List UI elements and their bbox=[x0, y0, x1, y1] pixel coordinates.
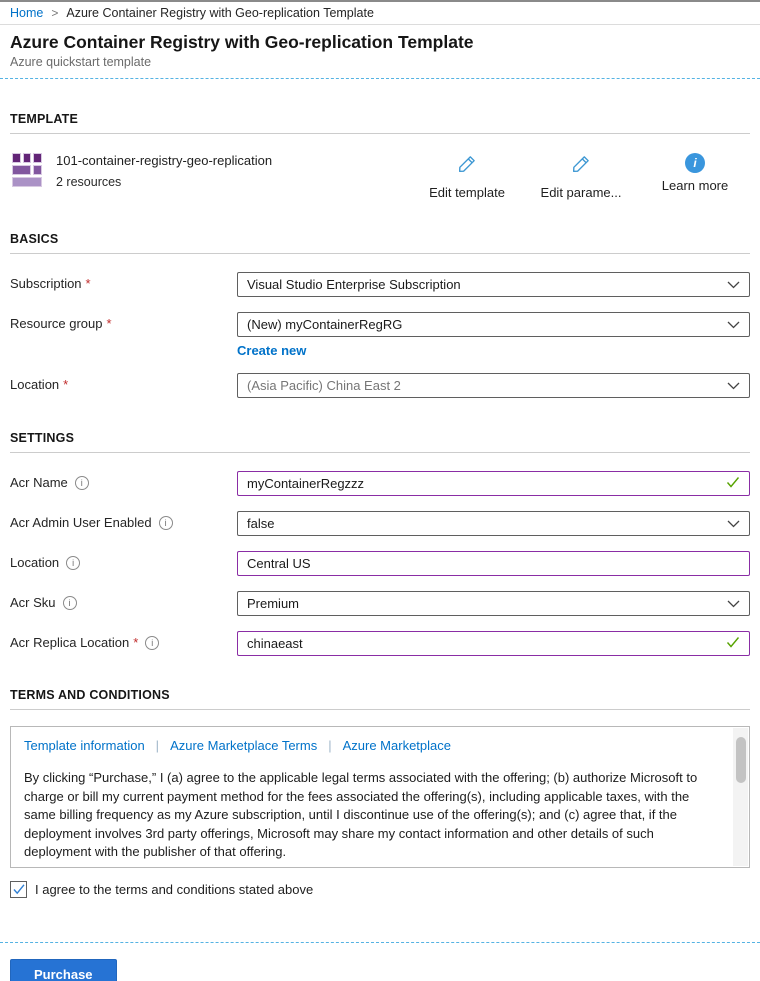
chevron-down-icon bbox=[727, 277, 740, 292]
location-dropdown[interactable]: (Asia Pacific) China East 2 bbox=[237, 373, 750, 398]
learn-more-button[interactable] bbox=[644, 151, 746, 200]
purchase-button[interactable]: Purchase bbox=[10, 959, 117, 981]
info-icon: i bbox=[685, 153, 705, 173]
page-title: Azure Container Registry with Geo-replication Template bbox=[10, 32, 474, 52]
chevron-down-icon bbox=[727, 516, 740, 531]
acr-admin-user-label: Acr Admin User Enabled i bbox=[10, 511, 237, 530]
info-tooltip-icon[interactable]: i bbox=[66, 556, 80, 570]
edit-parameters-label: Edit parame... bbox=[540, 185, 622, 200]
valid-check-icon bbox=[726, 476, 740, 491]
breadcrumb-current: Azure Container Registry with Geo-replication Template bbox=[66, 6, 374, 20]
info-tooltip-icon[interactable]: i bbox=[145, 636, 159, 650]
breadcrumb-separator-icon: > bbox=[51, 6, 59, 20]
terms-text: By clicking “Purchase,” I (a) agree to the applicable legal terms associated with the offering; (b) authorize Microsoft to charge or bill my current payment method for the fees associated the offering(s), including applicable taxes, with the same billing frequency as my Azure subscription, until I discontinue use of the offering(s); and (c) agree that, if the deployment involves 3rd party offerings, Microsoft may share my contact information and other details of such deployment with the publisher of that offering. bbox=[24, 770, 698, 859]
acr-sku-label: Acr Sku i bbox=[10, 591, 237, 610]
template-icon bbox=[12, 153, 42, 187]
agree-label: I agree to the terms and conditions stated above bbox=[35, 882, 314, 897]
template-section-heading: TEMPLATE bbox=[10, 112, 750, 134]
basics-section-heading: BASICS bbox=[10, 232, 750, 254]
acr-replica-location-input[interactable]: chinaeast bbox=[237, 631, 750, 656]
learn-more-label: Learn more bbox=[661, 178, 729, 193]
checkbox-check-icon bbox=[13, 884, 25, 895]
breadcrumb bbox=[0, 2, 760, 25]
subscription-dropdown[interactable]: Visual Studio Enterprise Subscription bbox=[237, 272, 750, 297]
location-label: Location * bbox=[10, 377, 69, 392]
template-meta bbox=[56, 151, 272, 189]
chevron-down-icon bbox=[727, 317, 740, 332]
settings-location-row bbox=[10, 551, 750, 576]
page-subtitle: Azure quickstart template bbox=[10, 55, 152, 69]
agree-checkbox[interactable] bbox=[10, 881, 27, 898]
acr-admin-user-dropdown[interactable]: false bbox=[237, 511, 750, 536]
resource-group-row bbox=[10, 312, 750, 360]
acr-sku-dropdown[interactable]: Premium bbox=[237, 591, 750, 616]
valid-check-icon bbox=[726, 636, 740, 651]
terms-section-heading: TERMS AND CONDITIONS bbox=[10, 688, 750, 710]
info-tooltip-icon[interactable]: i bbox=[63, 596, 77, 610]
required-asterisk: * bbox=[106, 316, 112, 331]
azure-marketplace-terms-link[interactable]: Azure Marketplace Terms bbox=[170, 738, 318, 753]
settings-location-input[interactable]: Central US bbox=[237, 551, 750, 576]
acr-name-label: Acr Name i bbox=[10, 471, 237, 490]
template-information-link[interactable]: Template information bbox=[24, 738, 145, 753]
chevron-down-icon bbox=[727, 596, 740, 611]
page-header bbox=[0, 25, 760, 79]
edit-template-label: Edit template bbox=[429, 185, 505, 200]
subscription-row bbox=[10, 272, 750, 297]
edit-parameters-button[interactable] bbox=[530, 151, 632, 200]
chevron-down-icon bbox=[727, 378, 740, 393]
terms-scrollbar[interactable] bbox=[733, 728, 748, 866]
template-summary-row bbox=[10, 151, 750, 200]
acr-name-input[interactable]: myContainerRegzzz bbox=[237, 471, 750, 496]
template-actions bbox=[416, 151, 750, 200]
link-divider: | bbox=[155, 738, 160, 753]
create-new-link[interactable]: Create new bbox=[237, 343, 307, 358]
acr-replica-location-label: Acr Replica Location * i bbox=[10, 631, 237, 650]
acr-name-row bbox=[10, 471, 750, 496]
template-name: 101-container-registry-geo-replication bbox=[56, 153, 273, 168]
agree-row bbox=[10, 881, 750, 898]
link-divider: | bbox=[328, 738, 332, 753]
pencil-icon bbox=[456, 153, 478, 180]
terms-links bbox=[24, 738, 723, 753]
settings-section-heading: SETTINGS bbox=[10, 431, 750, 453]
acr-sku-row bbox=[10, 591, 750, 616]
subscription-label: Subscription * bbox=[10, 276, 91, 291]
info-tooltip-icon[interactable]: i bbox=[159, 516, 173, 530]
scrollbar-thumb[interactable] bbox=[736, 737, 746, 783]
resource-group-label: Resource group * bbox=[10, 316, 112, 331]
azure-marketplace-link[interactable]: Azure Marketplace bbox=[342, 738, 451, 753]
deployment-form bbox=[0, 112, 760, 898]
template-resource-count: 2 resources bbox=[56, 175, 122, 189]
required-asterisk: * bbox=[133, 635, 139, 650]
settings-location-label: Location i bbox=[10, 551, 237, 570]
required-asterisk: * bbox=[63, 377, 69, 392]
resource-group-dropdown[interactable]: (New) myContainerRegRG bbox=[237, 312, 750, 337]
edit-template-button[interactable] bbox=[416, 151, 518, 200]
footer-divider bbox=[0, 942, 760, 943]
info-tooltip-icon[interactable]: i bbox=[75, 476, 89, 490]
required-asterisk: * bbox=[85, 276, 91, 291]
location-row bbox=[10, 373, 750, 398]
breadcrumb-home-link[interactable]: Home bbox=[10, 6, 44, 20]
acr-admin-user-row bbox=[10, 511, 750, 536]
acr-replica-location-row bbox=[10, 631, 750, 656]
terms-box bbox=[10, 726, 750, 868]
pencil-icon bbox=[570, 153, 592, 180]
